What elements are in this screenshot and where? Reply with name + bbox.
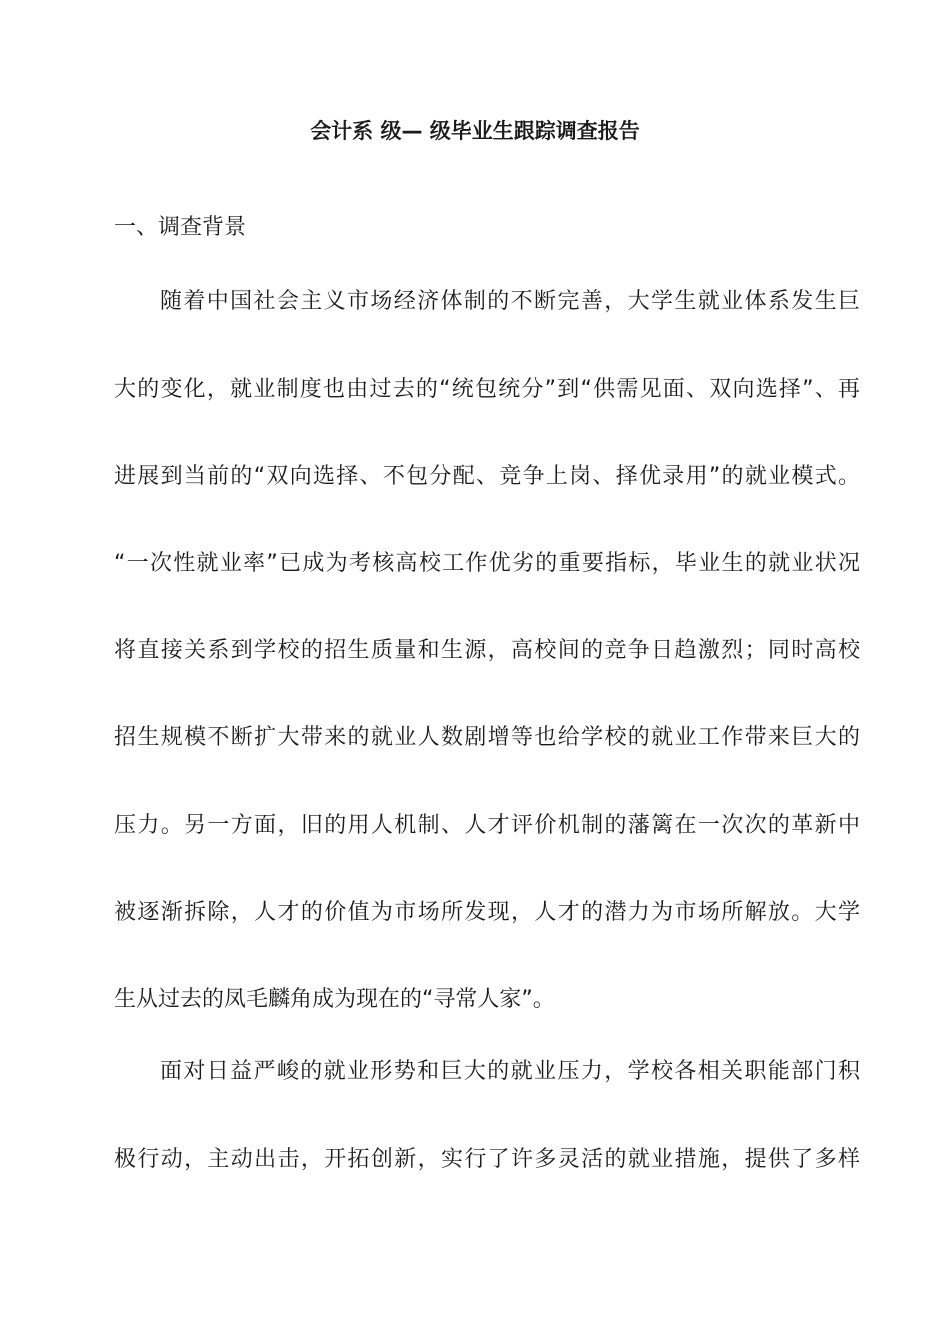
- paragraph-line: 进展到当前的“双向选择、不包分配、竞争上岗、择优录用”的就业模式。: [114, 464, 860, 489]
- paragraph-line: “一次性就业率”已成为考核高校工作优劣的重要指标，毕业生的就业状况: [114, 551, 860, 576]
- paragraph-line: 面对日益严峻的就业形势和巨大的就业压力，学校各相关职能部门积: [160, 1059, 860, 1084]
- paragraph-line: 将直接关系到学校的招生质量和生源，高校间的竞争日趋激烈；同时高校: [114, 638, 860, 663]
- paragraph-line: 被逐渐拆除，人才的价值为市场所发现，人才的潜力为市场所解放。大学: [114, 900, 860, 925]
- paragraph-line: 随着中国社会主义市场经济体制的不断完善，大学生就业体系发生巨: [160, 289, 860, 314]
- document-title: 会计系 级— 级毕业生跟踪调查报告: [310, 119, 640, 143]
- paragraph-line: 招生规模不断扩大带来的就业人数剧增等也给学校的就业工作带来巨大的: [114, 725, 860, 750]
- paragraph-line: 大的变化，就业制度也由过去的“统包统分”到“供需见面、双向选择”、再: [114, 377, 860, 402]
- paragraph-line: 压力。另一方面，旧的用人机制、人才评价机制的藩篱在一次次的革新中: [114, 813, 860, 838]
- paragraph-line: 生从过去的凤毛麟角成为现在的“寻常人家”。: [114, 987, 555, 1012]
- section-heading: 一、调查背景: [114, 215, 247, 240]
- paragraph-line: 极行动，主动出击，开拓创新，实行了许多灵活的就业措施，提供了多样: [114, 1147, 860, 1172]
